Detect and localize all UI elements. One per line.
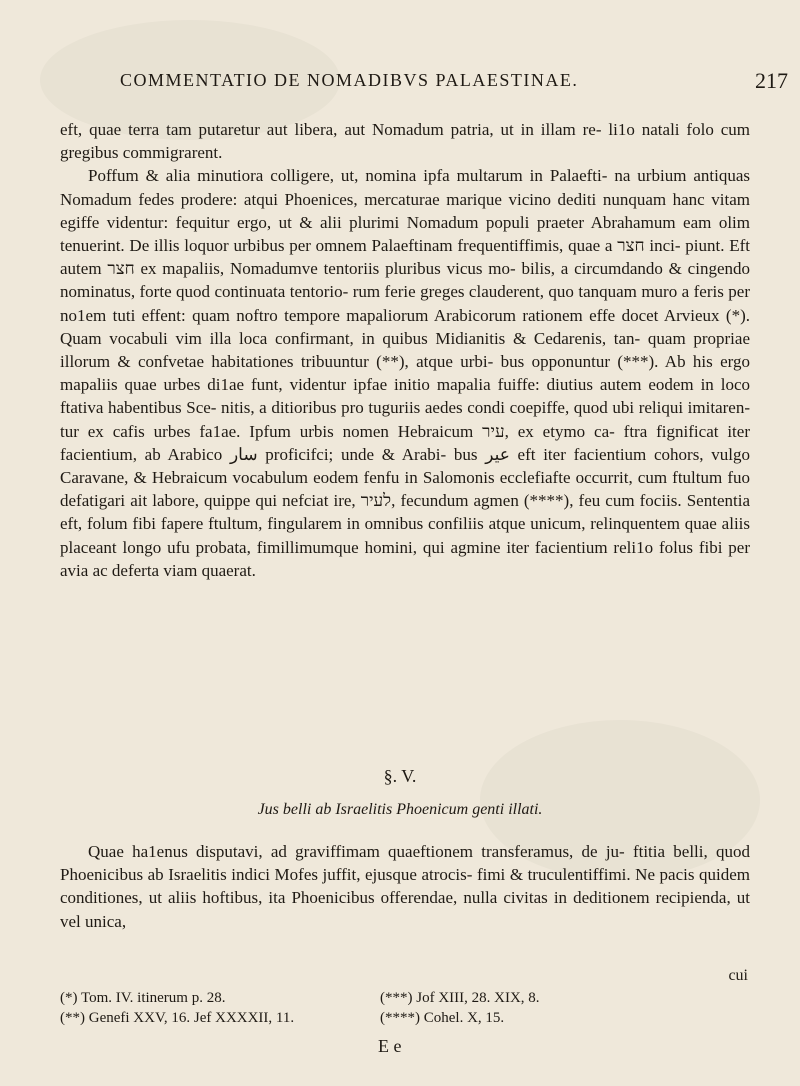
footnotes xyxy=(60,988,680,1028)
paragraph: Quae ha1enus disputavi, ad graviffimam quaeftionem transferamus, de ju- ftitia belli, quod Phoenicibus ab Israelitis indici Mofes juffit, ejusque atrocis- fimi & truculentiffimi. Ne pacis quidem conditiones, ut aliis hoftibus, ita Phoenicibus offerendae, nulla civitas in deditionem recipienda, ut vel unica, xyxy=(60,842,750,931)
footnote: (**) Genefi XXV, 16. Jef XXXXII, 11. xyxy=(60,1010,295,1026)
page-number: 217 xyxy=(755,68,788,93)
main-text xyxy=(60,118,750,582)
section-title: Jus belli ab Israelitis Phoenicum genti illati. xyxy=(257,801,543,818)
running-header xyxy=(120,68,788,93)
signature-mark: E e xyxy=(378,1036,402,1056)
catchword: cui xyxy=(728,967,748,984)
paragraph: eft, quae terra tam putaretur aut libera, aut Nomadum patria, ut in illam re- li1o natali folo cum gregibus commigrarent. xyxy=(60,120,750,163)
footnote: (***) Jof XIII, 28. XIX, 8. xyxy=(380,990,540,1006)
footnote: (****) Cohel. X, 15. xyxy=(380,1010,505,1026)
section-number: §. V. xyxy=(383,766,417,786)
section-text xyxy=(60,840,750,933)
paragraph: Poffum & alia minutiora colligere, ut, nomina ipfa multarum in Palaefti- na urbium antiquas Nomadum fedes prodere: atqui Phoenices, mercaturae marique vicino dediti nunquam hanc vitam egiffe videntur: fequitur ergo, ut & alii plurimi Nomadum populi praeter Abrahamum eam olim tenuerint. De illis loquor urbibus per omnem Palaeftinam frequentiffimis, quae a חצר inci- piunt. Eft autem חצר ex mapaliis, Nomadumve tentoriis pluribus vicus mo- bilis, a circumdando & cingendo nominatus, forte quod continuata tentorio- rum ferie greges clauderent, quo tanquam muro a feris per no1em tuti effent: quam noftro tempore mapaliorum Arabicorum rationem effe docet Arvieux (*). Quam vocabuli vim illa loca confirmant, in quibus Midianitis & Cedarenis, tan- quam propriae illorum & confvetae habitationes tribuuntur (**), atque urbi- bus opponuntur (***). Ab his ergo mapaliis quae urbes di1ae funt, videntur ipfae initio mapalia fuiffe: diutius autem eodem in loco ftativa habentibus Sce- nitis, a ditioribus pro tuguriis aedes condi coepiffe, quod ubi reliqui imitaren- tur ex cafis urbes fa1ae. Ipfum urbis nomen Hebraicum עיר, ex etymo ca- ftra fignificat iter facientium, ab Arabico سار proficifci; unde & Arabi- bus عير eft iter facientium cohors, vulgo Caravane, & Hebraicum vocabulum eodem fenfu in Salomonis ecclefiafte occurrit, cum ftultum fuo defatigari ait labore, quippe qui nefciat ire, לעיר, fecundum agmen (****), feu cum fociis. Sententia eft, folum fibi fapere ftultum, fingularem in omnibus confiliis atque unicum, relinquentem quae aliis placeant longo ufu probata, fimillimumque homini, qui agmine iter facientium reli1o folus fibi per avia ac deferta viam quaerat. xyxy=(60,166,750,580)
footnote: (*) Tom. IV. itinerum p. 28. xyxy=(60,990,226,1006)
running-title: COMMENTATIO DE NOMADIBVS PALAESTINAE. xyxy=(120,70,579,90)
